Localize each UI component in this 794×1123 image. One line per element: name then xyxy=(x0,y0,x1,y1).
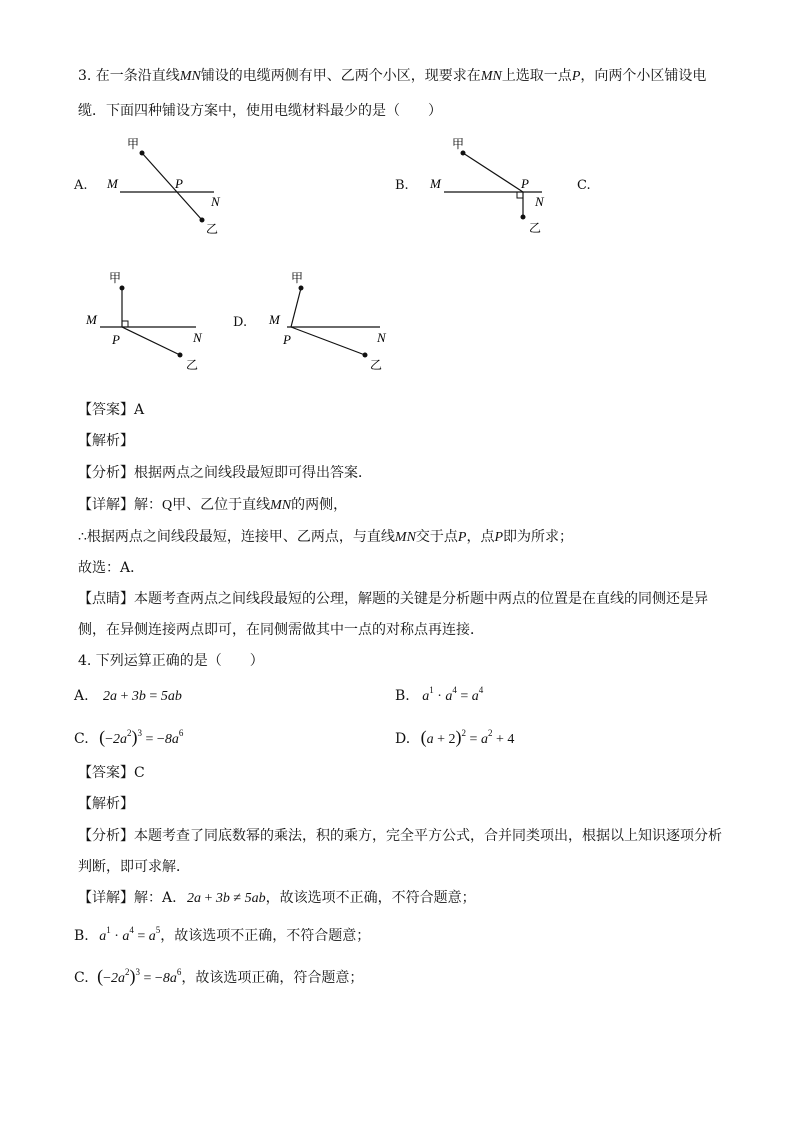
q4-xiangjie-text: 【详解】解：A. xyxy=(78,890,177,906)
label-jia: 甲 xyxy=(127,137,140,151)
math-formula: $(a + 2)^2 = a^2 + 4$ xyxy=(420,727,515,747)
q3-figure-c xyxy=(80,265,230,380)
option-label: A. xyxy=(74,688,89,704)
label-p: P xyxy=(112,332,120,347)
q3-xiangjie-text: 的两侧， xyxy=(291,497,348,513)
label-p: P xyxy=(521,176,529,191)
label-m: M xyxy=(107,176,118,191)
q3-option-c-label: C. xyxy=(577,178,591,193)
line-mn-symbol: MN xyxy=(394,530,416,545)
q4-option-a xyxy=(74,686,182,707)
label-n: N xyxy=(211,194,220,209)
q4-answer: 【答案】C xyxy=(78,765,145,781)
label-n: N xyxy=(193,330,202,345)
q3-xiangjie-text: 【详解】解： xyxy=(78,497,162,513)
q4-xiangjie-text: ，故该选项不正确，不符合题意； xyxy=(265,890,476,906)
q3-option-b-label: B. xyxy=(395,178,409,193)
q3-dianjing-line1: 【点睛】本题考查两点之间线段最短的公理，解题的关键是分析题中两点的位置是在直线的同侧还是异 xyxy=(78,591,708,607)
option-label: C. xyxy=(74,731,89,747)
option-label: B. xyxy=(395,688,410,704)
point-p-symbol: P xyxy=(457,530,467,545)
label-yi: 乙 xyxy=(186,358,199,372)
point-p-symbol: P xyxy=(571,69,581,84)
label-m: M xyxy=(86,312,97,327)
q3-fenxi: 【分析】根据两点之间线段最短即可得出答案． xyxy=(78,465,372,481)
q3-dianjing-line2: 侧，在异侧连接两点即可，在同侧需做其中一点的对称点再连接． xyxy=(78,622,484,638)
q4-analysis-heading: 【解析】 xyxy=(78,796,134,812)
q4-xiangjie-text: ，故该选项不正确，不符合题意； xyxy=(160,928,371,944)
q3-figure-d xyxy=(265,265,415,380)
q3-stem-text: ，向两个小区铺设电 xyxy=(580,68,707,84)
option-label: C. xyxy=(74,970,89,986)
label-jia: 甲 xyxy=(291,271,304,285)
q4-xiangjie-text: ，故该选项正确，符合题意； xyxy=(181,970,364,986)
q4-stem: 4. 下列运算正确的是（ ） xyxy=(78,653,264,669)
q4-xiangjie-a xyxy=(78,888,476,909)
q3-stem-text: 铺设的电缆两侧有甲、乙两个小区，现要求在 xyxy=(200,68,481,84)
q3-xiangjie-text: 甲、乙位于直线 xyxy=(172,497,271,513)
label-yi: 乙 xyxy=(206,222,219,236)
q4-option-c xyxy=(74,727,183,750)
label-n: N xyxy=(535,194,544,209)
math-formula: $a^1 \cdot a^4 = a^4$ xyxy=(422,685,484,704)
option-label: D. xyxy=(395,731,411,747)
q4-xiangjie-b xyxy=(74,926,370,947)
math-formula: 2a + 3b = 5ab xyxy=(103,689,182,704)
q3-stem-line2: 缆．下面四种铺设方案中，使用电缆材料最少的是（ ） xyxy=(78,103,442,119)
q4-option-b xyxy=(395,686,483,707)
q3-option-a-label: A. xyxy=(74,178,88,193)
math-formula: $(-2a^2)^3 = -8a^6$ xyxy=(99,727,184,747)
q3-option-d-label: D. xyxy=(233,315,248,330)
q3-stem-text: 上选取一点 xyxy=(501,68,572,84)
point-p-symbol: P xyxy=(494,530,504,545)
q3-solution-text: 根据两点之间线段最短，连接甲、乙两点，与直线 xyxy=(86,529,395,545)
label-p: P xyxy=(283,332,291,347)
q3-stem-line1 xyxy=(78,66,706,87)
label-jia: 甲 xyxy=(452,137,465,151)
q3-solution-line xyxy=(78,527,573,548)
therefore-symbol: ∴ xyxy=(78,530,87,545)
q3-stem-text: 3. 在一条沿直线 xyxy=(78,68,180,84)
q4-option-d xyxy=(395,727,514,750)
q3-solution-text: 交于点 xyxy=(415,529,458,545)
q3-choose: 故选：A． xyxy=(78,560,145,576)
q3-xiangjie xyxy=(78,495,347,516)
label-m: M xyxy=(269,312,280,327)
q3-solution-text: 即为所求； xyxy=(503,529,574,545)
label-m: M xyxy=(430,176,441,191)
q4-fenxi-line1: 【分析】本题考查了同底数幂的乘法，积的乘方，完全平方公式，合并同类项出，根据以上知识逐项分析 xyxy=(78,828,722,844)
math-formula: $a^1 \cdot a^4 = a^5$ xyxy=(99,925,161,944)
q3-solution-text: ，点 xyxy=(466,529,495,545)
because-symbol: Q xyxy=(162,498,173,513)
label-jia: 甲 xyxy=(109,271,122,285)
q3-analysis-heading: 【解析】 xyxy=(78,433,134,449)
line-mn-symbol: MN xyxy=(270,498,292,513)
math-formula: 2a + 3b ≠ 5ab xyxy=(187,891,266,906)
option-label: B. xyxy=(74,928,89,944)
line-mn-symbol: MN xyxy=(480,69,502,84)
q4-fenxi-line2: 判断，即可求解． xyxy=(78,859,190,875)
q4-xiangjie-c xyxy=(74,966,363,989)
label-yi: 乙 xyxy=(370,358,383,372)
label-p: P xyxy=(175,176,183,191)
line-mn-symbol: MN xyxy=(179,69,201,84)
math-formula: $(-2a^2)^3 = -8a^6$ xyxy=(97,966,182,986)
label-yi: 乙 xyxy=(529,221,542,235)
q3-figure-a xyxy=(100,130,240,240)
q3-figure-b xyxy=(420,130,560,240)
q3-answer: 【答案】A xyxy=(78,402,145,418)
label-n: N xyxy=(377,330,386,345)
